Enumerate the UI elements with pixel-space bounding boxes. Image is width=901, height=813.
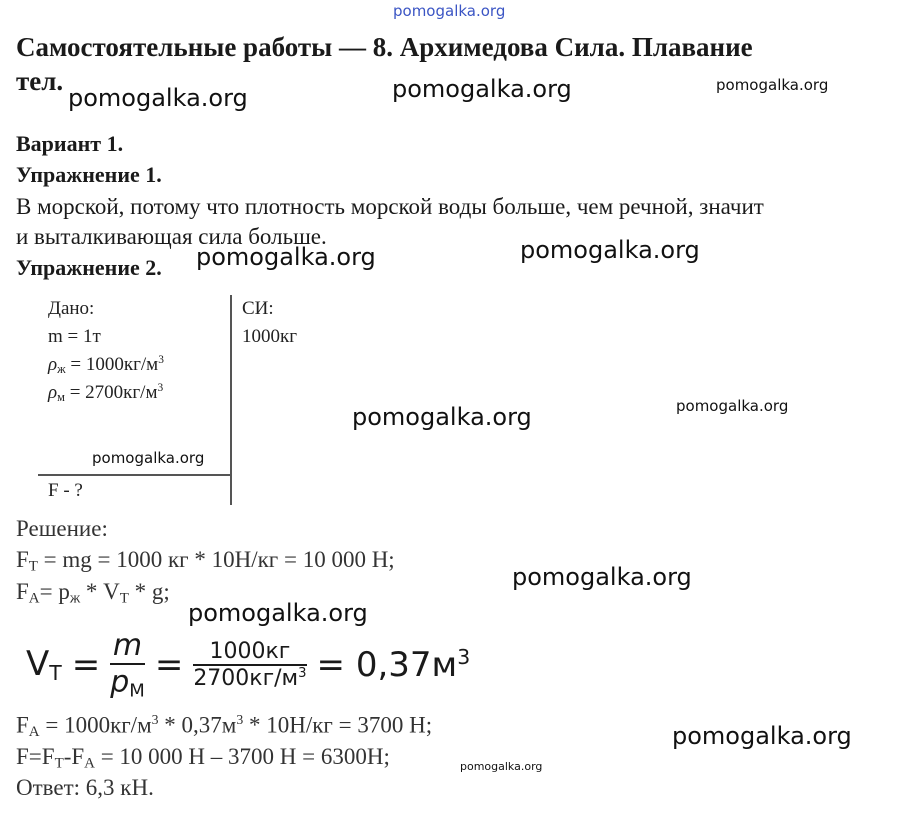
solution-archimedes-value-line: $F_A = 1000кг/м^3 * 0,37м^3 * 10Н/кг = 3700$ Н; xyxy=(16,712,433,740)
watermark: pomogalka.org xyxy=(68,84,248,112)
watermark: pomogalka.org xyxy=(520,236,700,264)
find-label: F - ? xyxy=(48,480,83,501)
volume-formula: $V_T$ = $\frac{m}{p_M}$ = $\frac{1000кг}{2700кг/м^3}$ = $0,37м^3$ xyxy=(26,628,471,702)
given-density-metal: $\rho_м = 2700кг/м^3$ xyxy=(48,382,164,405)
watermark: pomogalka.org xyxy=(196,243,376,271)
watermark: pomogalka.org xyxy=(672,722,852,750)
exercise-2-heading: Упражнение 2. xyxy=(16,255,162,280)
si-value: 1000кг xyxy=(242,326,298,347)
exercise-1-answer-line: и выталкивающая сила больше. xyxy=(16,224,327,249)
watermark: pomogalka.org xyxy=(352,403,532,431)
given-divider-horizontal xyxy=(38,474,231,476)
solution-archimedes-line: $F_A= p_ж * V_T * g$; xyxy=(16,579,170,607)
watermark: pomogalka.org xyxy=(188,599,368,627)
given-density-liquid: $\rho_ж = 1000кг/м^3$ xyxy=(48,354,164,377)
watermark: pomogalka.org xyxy=(392,75,572,103)
page-title: Самостоятельные работы — 8. Архимедова Сила. Плавание xyxy=(16,32,753,62)
page-title-cont: тел. xyxy=(16,66,64,96)
exercise-1-answer-line: В морской, потому что плотность морской воды больше, чем речной, значит xyxy=(16,194,764,219)
watermark: pomogalka.org xyxy=(716,76,829,94)
given-mass: m = 1т xyxy=(48,326,101,347)
exercise-1-heading: Упражнение 1. xyxy=(16,162,162,187)
variant-heading: Вариант 1. xyxy=(16,131,124,156)
given-label: Дано: xyxy=(48,298,95,319)
watermark: pomogalka.org xyxy=(512,563,692,591)
watermark: pomogalka.org xyxy=(460,760,543,773)
answer-line: Ответ: 6,3 кН. xyxy=(16,775,154,800)
watermark-top: pomogalka.org xyxy=(393,2,506,20)
watermark: pomogalka.org xyxy=(92,449,205,467)
solution-label: Решение: xyxy=(16,516,108,541)
si-label: СИ: xyxy=(242,298,274,319)
watermark: pomogalka.org xyxy=(676,397,789,415)
solution-result-force-line: $F=F_T-F_A = 10$ 000 Н – 3700 Н = 6300Н; xyxy=(16,744,390,772)
solution-gravity-line: $F_T$ = mg = 1000 кг * 10Н/кг = 10 000 Н; xyxy=(16,547,395,575)
